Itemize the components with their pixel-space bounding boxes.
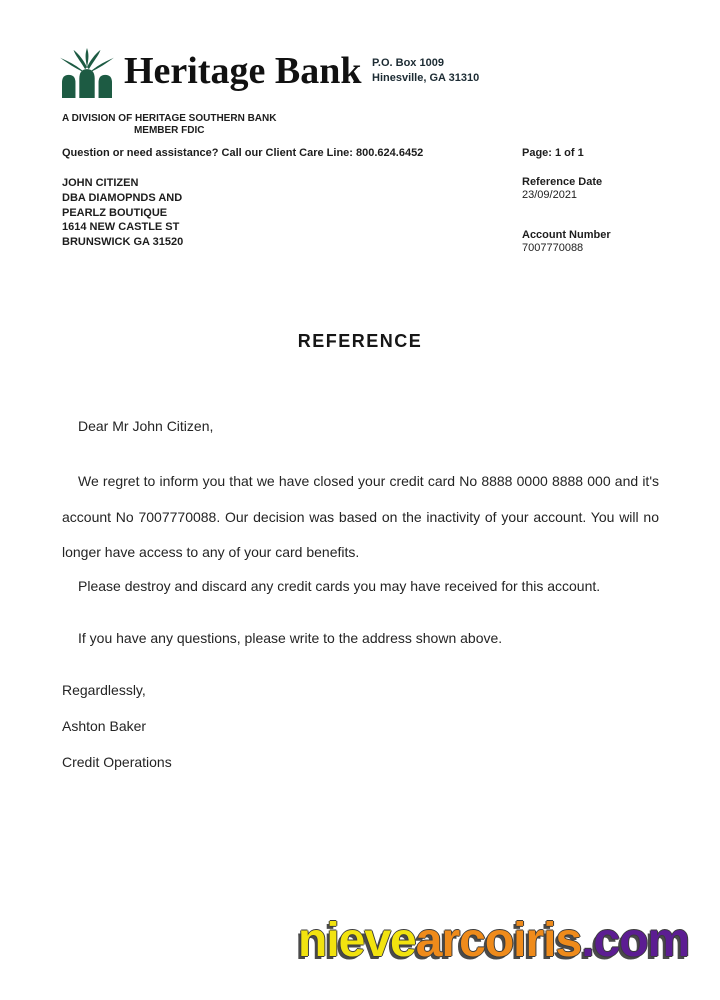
closing: Regardlessly,	[62, 682, 146, 698]
reference-date-value: 23/09/2021	[522, 189, 578, 201]
bank-address-line1: P.O. Box 1009	[372, 57, 444, 69]
paragraph-questions: If you have any questions, please write to the address shown above.	[78, 630, 503, 646]
paragraph-closure-notice	[62, 464, 659, 571]
recipient-address	[62, 176, 183, 250]
division-line1: A DIVISION OF HERITAGE SOUTHERN BANK	[62, 113, 277, 124]
division-note	[62, 113, 276, 137]
watermark-part3: .com	[581, 914, 690, 967]
reference-date-label: Reference Date	[522, 176, 603, 188]
account-number-label: Account Number	[522, 229, 611, 241]
account-number-value: 7007770088	[522, 242, 584, 254]
recipient-line: JOHN CITIZEN	[62, 177, 139, 189]
watermark-part2: arcoiris	[415, 914, 582, 967]
watermark-part1: nieve	[298, 914, 416, 967]
paragraph-line: We regret to inform you that we have closed your credit card No 8888 0000 8888 000 and it's	[78, 473, 659, 489]
recipient-line: BRUNSWICK GA 31520	[62, 236, 184, 249]
recipient-line: DBA DIAMOPNDS AND	[62, 191, 183, 204]
salutation: Dear Mr John Citizen,	[78, 418, 214, 434]
signer-title: Credit Operations	[62, 754, 172, 770]
bank-address	[372, 56, 479, 86]
assistance-line: Question or need assistance? Call our Client Care Line: 800.624.6452	[62, 147, 424, 159]
paragraph-destroy-cards: Please destroy and discard any credit cards you may have received for this account.	[78, 578, 601, 594]
assistance-row	[62, 147, 658, 159]
watermark	[298, 913, 689, 968]
letter-meta	[522, 176, 611, 255]
paragraph-line: longer have access to any of your card benefits.	[62, 544, 360, 560]
division-line2: MEMBER FDIC	[133, 125, 205, 136]
recipient-line: 1614 NEW CASTLE ST	[62, 221, 180, 234]
signer-name: Ashton Baker	[62, 718, 147, 734]
bank-address-line2: Hinesville, GA 31310	[372, 72, 480, 84]
page-info: Page: 1 of 1	[522, 147, 584, 159]
bank-logo	[56, 48, 361, 98]
tree-icon	[56, 48, 118, 98]
bank-name: Heritage Bank	[124, 50, 362, 92]
recipient-line: PEARLZ BOUTIQUE	[62, 206, 168, 219]
paragraph-line: account No 7007770088. Our decision was based on the inactivity of your account. You will no	[62, 508, 659, 525]
letter-title: REFERENCE	[297, 331, 423, 351]
